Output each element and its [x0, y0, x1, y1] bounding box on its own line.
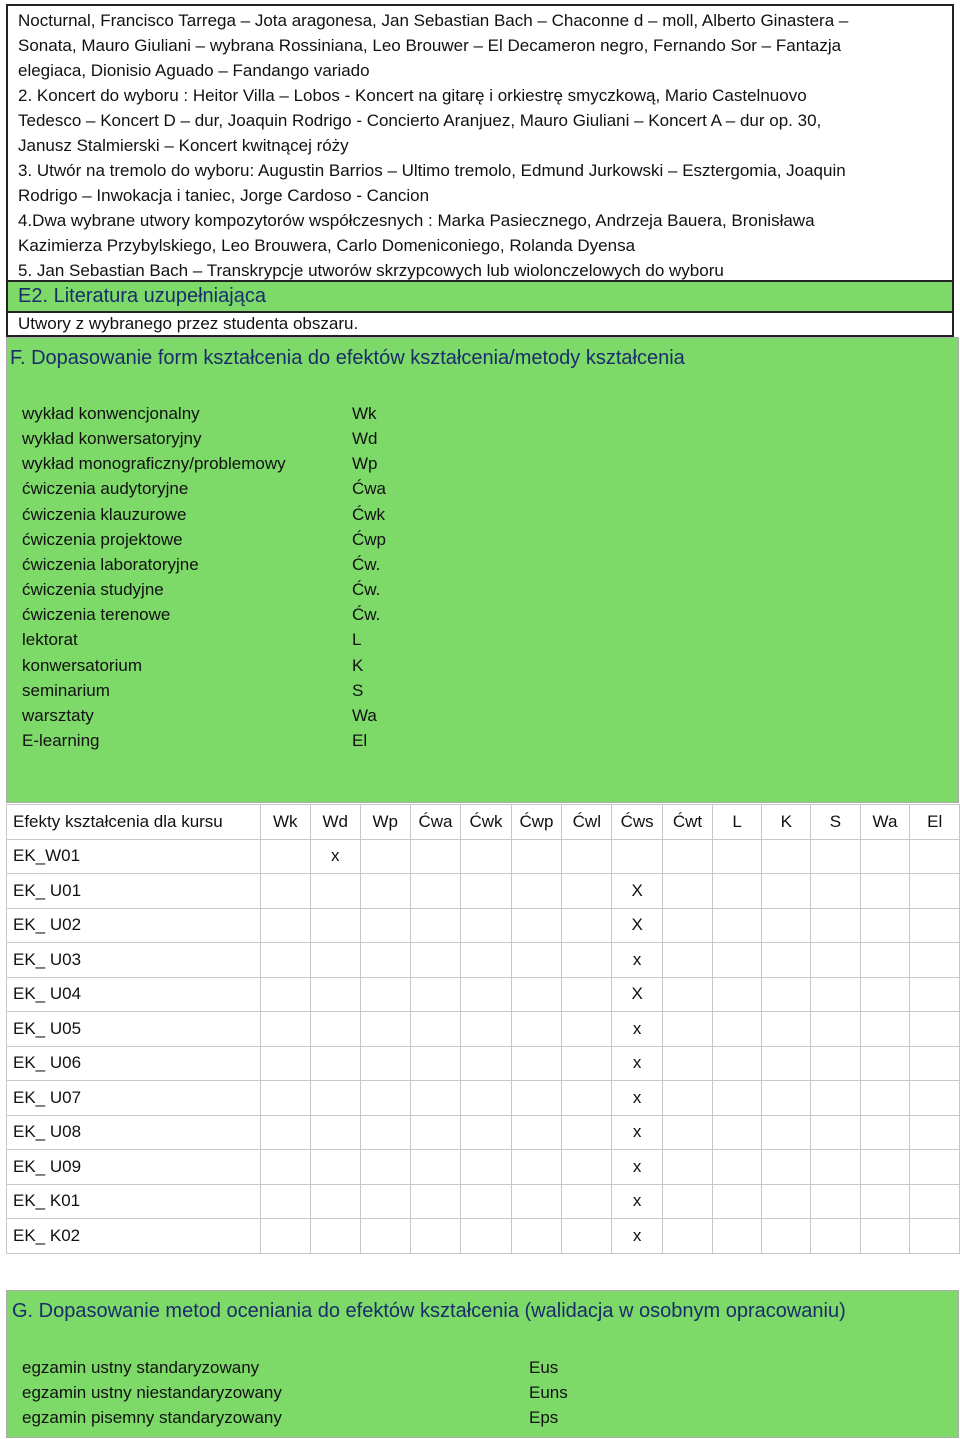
table-row	[7, 1150, 960, 1185]
table-row	[7, 908, 960, 943]
method-row	[22, 1355, 559, 1380]
repertoire-line: elegiaca, Dionisio Aguado – Fandango variado	[18, 61, 370, 80]
row-label: EK_ U03	[7, 943, 261, 978]
effects-matrix	[6, 804, 960, 1254]
section-f-heading: F. Dopasowanie form kształcenia do efektów kształcenia/metody kształcenia	[10, 347, 685, 369]
matrix-cell	[360, 977, 410, 1012]
matrix-cell	[410, 977, 461, 1012]
matrix-cell	[410, 1012, 461, 1047]
matrix-cell	[310, 1115, 360, 1150]
matrix-cell	[310, 1184, 360, 1219]
form-code: Ćwa	[352, 479, 387, 499]
matrix-cell: x	[612, 1012, 662, 1047]
matrix-cell	[811, 1081, 860, 1116]
matrix-cell	[762, 977, 811, 1012]
matrix-cell	[860, 977, 910, 1012]
form-label: seminarium	[22, 680, 110, 700]
form-code: Ćw.	[352, 580, 381, 600]
matrix-cell	[410, 1184, 461, 1219]
matrix-cell	[360, 1046, 410, 1081]
matrix-cell	[762, 874, 811, 909]
row-label: EK_ U06	[7, 1046, 261, 1081]
matrix-cell	[260, 839, 310, 874]
matrix-column-header: Ćwt	[662, 805, 712, 840]
repertoire-line: 2. Koncert do wyboru : Heitor Villa – Lobos - Koncert na gitarę i orkiestrę smyczkową, Mario Castelnuovo	[18, 86, 807, 105]
method-row	[22, 1380, 568, 1405]
matrix-cell	[910, 1081, 960, 1116]
repertoire-line: Janusz Stalmierski – Koncert kwitnącej róży	[18, 136, 349, 155]
matrix-cell: x	[612, 1081, 662, 1116]
matrix-cell	[910, 1184, 960, 1219]
matrix-column-header: Ćwa	[410, 805, 461, 840]
matrix-cell	[360, 1184, 410, 1219]
matrix-cell	[762, 943, 811, 978]
repertoire-line: 3. Utwór na tremolo do wyboru: Augustin Barrios – Ultimo tremolo, Edmund Jurkowski – Esztergomia, Joaquin	[18, 161, 846, 180]
matrix-cell	[511, 1012, 562, 1047]
matrix-cell	[310, 977, 360, 1012]
matrix-cell	[410, 839, 461, 874]
matrix-cell	[562, 1046, 612, 1081]
matrix-cell: x	[612, 1115, 662, 1150]
form-label: ćwiczenia laboratoryjne	[22, 554, 199, 574]
table-row	[7, 1184, 960, 1219]
method-label: egzamin ustny niestandaryzowany	[22, 1383, 282, 1402]
matrix-cell	[860, 1150, 910, 1185]
matrix-cell	[511, 874, 562, 909]
repertoire-line: 4.Dwa wybrane utwory kompozytorów współczesnych : Marka Pasiecznego, Andrzeja Bauera, Bronisława	[18, 211, 815, 230]
matrix-cell	[461, 1150, 511, 1185]
matrix-cell: x	[612, 1219, 662, 1254]
row-label: EK_ K01	[7, 1184, 261, 1219]
matrix-cell	[811, 1115, 860, 1150]
matrix-cell	[461, 943, 511, 978]
matrix-cell: x	[612, 1046, 662, 1081]
matrix-cell	[511, 1184, 562, 1219]
matrix-cell	[910, 1012, 960, 1047]
matrix-cell	[360, 943, 410, 978]
form-code: K	[352, 655, 364, 675]
row-label: EK_ U01	[7, 874, 261, 909]
form-code: Wa	[352, 705, 377, 725]
matrix-cell	[360, 874, 410, 909]
row-label: EK_ U05	[7, 1012, 261, 1047]
matrix-cell	[713, 1046, 762, 1081]
method-row	[22, 1405, 559, 1430]
matrix-column-header: Ćwk	[461, 805, 511, 840]
matrix-cell	[860, 943, 910, 978]
matrix-cell	[662, 1184, 712, 1219]
form-label: wykład konwersatoryjny	[22, 429, 202, 449]
row-label: EK_ U09	[7, 1150, 261, 1185]
matrix-cell	[260, 908, 310, 943]
matrix-cell	[910, 1219, 960, 1254]
matrix-cell	[562, 1150, 612, 1185]
matrix-cell	[662, 1219, 712, 1254]
row-label: EK_ U08	[7, 1115, 261, 1150]
matrix-cell	[310, 874, 360, 909]
matrix-cell	[811, 1046, 860, 1081]
matrix-cell: X	[612, 977, 662, 1012]
matrix-cell	[410, 908, 461, 943]
repertoire-line: Tedesco – Koncert D – dur, Joaquin Rodrigo - Concierto Aranjuez, Mauro Giuliani – Koncert A – dur op. 30,	[18, 111, 822, 130]
matrix-cell	[910, 1115, 960, 1150]
matrix-cell	[811, 977, 860, 1012]
form-label: lektorat	[22, 630, 78, 650]
matrix-cell	[662, 908, 712, 943]
form-code: Ćwp	[352, 529, 387, 549]
matrix-cell	[562, 839, 612, 874]
matrix-cell	[910, 977, 960, 1012]
repertoire-line: Rodrigo – Inwokacja i taniec, Jorge Cardoso - Cancion	[18, 186, 430, 205]
matrix-cell	[762, 1184, 811, 1219]
matrix-cell	[811, 1184, 860, 1219]
table-row	[7, 1219, 960, 1254]
matrix-cell	[860, 1012, 910, 1047]
matrix-cell	[461, 1012, 511, 1047]
matrix-cell	[910, 908, 960, 943]
matrix-column-header: Wa	[860, 805, 910, 840]
form-code: S	[352, 680, 364, 700]
matrix-cell	[310, 1046, 360, 1081]
matrix-cell	[310, 943, 360, 978]
matrix-cell	[562, 908, 612, 943]
table-row	[7, 874, 960, 909]
matrix-cell	[260, 977, 310, 1012]
matrix-cell	[260, 943, 310, 978]
form-label: wykład monograficzny/problemowy	[22, 454, 286, 474]
matrix-column-header: Wk	[260, 805, 310, 840]
matrix-cell	[811, 839, 860, 874]
matrix-cell	[260, 1012, 310, 1047]
matrix-cell	[762, 839, 811, 874]
form-code: Ćw.	[352, 605, 381, 625]
repertoire-line: 5. Jan Sebastian Bach – Transkrypcje utworów skrzypcowych lub wiolonczelowych do wyboru	[18, 261, 724, 280]
matrix-cell	[910, 1150, 960, 1185]
matrix-cell	[260, 1115, 310, 1150]
matrix-column-header: Ćwl	[562, 805, 612, 840]
matrix-cell	[360, 1012, 410, 1047]
matrix-cell	[662, 977, 712, 1012]
matrix-cell	[360, 908, 410, 943]
matrix-cell: x	[310, 839, 360, 874]
matrix-cell: x	[612, 943, 662, 978]
matrix-cell	[461, 1081, 511, 1116]
matrix-cell	[410, 1081, 461, 1116]
method-code: Eus	[529, 1358, 559, 1377]
matrix-column-header: Wp	[360, 805, 410, 840]
row-label: EK_ U02	[7, 908, 261, 943]
matrix-cell	[562, 943, 612, 978]
matrix-cell	[310, 1012, 360, 1047]
form-label: ćwiczenia projektowe	[22, 529, 183, 549]
matrix-cell	[461, 1046, 511, 1081]
matrix-cell	[461, 1184, 511, 1219]
matrix-cell	[662, 1115, 712, 1150]
matrix-column-header: K	[762, 805, 811, 840]
row-label: EK_ U04	[7, 977, 261, 1012]
matrix-column-header: S	[811, 805, 860, 840]
matrix-cell	[860, 839, 910, 874]
form-label: ćwiczenia studyjne	[22, 580, 164, 600]
matrix-cell	[910, 1046, 960, 1081]
form-label: ćwiczenia terenowe	[22, 605, 171, 625]
form-code: El	[352, 730, 368, 750]
form-code: Wd	[352, 429, 378, 449]
matrix-cell	[260, 1081, 310, 1116]
method-code: Eps	[529, 1408, 559, 1427]
matrix-cell	[410, 943, 461, 978]
matrix-cell	[410, 1150, 461, 1185]
matrix-cell	[562, 1081, 612, 1116]
matrix-cell	[811, 943, 860, 978]
matrix-cell	[860, 908, 910, 943]
matrix-cell	[260, 1150, 310, 1185]
matrix-cell	[511, 977, 562, 1012]
form-code: Wp	[352, 454, 378, 474]
matrix-cell	[511, 1150, 562, 1185]
matrix-cell	[662, 1150, 712, 1185]
matrix-cell	[860, 1219, 910, 1254]
matrix-cell	[713, 943, 762, 978]
matrix-column-header: Wd	[310, 805, 360, 840]
matrix-cell	[260, 874, 310, 909]
matrix-cell	[461, 908, 511, 943]
matrix-cell	[260, 1219, 310, 1254]
matrix-cell	[860, 1081, 910, 1116]
matrix-cell	[860, 1115, 910, 1150]
matrix-column-header: El	[910, 805, 960, 840]
row-label: EK_ U07	[7, 1081, 261, 1116]
matrix-cell	[811, 908, 860, 943]
matrix-cell	[762, 1012, 811, 1047]
matrix-cell	[310, 1081, 360, 1116]
form-label: ćwiczenia audytoryjne	[22, 479, 189, 499]
matrix-cell	[511, 1219, 562, 1254]
matrix-cell	[461, 1115, 511, 1150]
matrix-cell	[860, 1184, 910, 1219]
matrix-cell	[562, 874, 612, 909]
repertoire-line: Sonata, Mauro Giuliani – wybrana Rossiniana, Leo Brouwer – El Decameron negro, Fernando Sor – Fantazja	[18, 36, 842, 55]
table-row	[7, 1046, 960, 1081]
matrix-cell	[310, 1219, 360, 1254]
matrix-cell	[461, 874, 511, 909]
matrix-cell	[762, 1081, 811, 1116]
matrix-cell	[310, 1150, 360, 1185]
matrix-cell	[360, 1081, 410, 1116]
matrix-cell	[910, 839, 960, 874]
table-row	[7, 1115, 960, 1150]
matrix-cell: X	[612, 874, 662, 909]
matrix-cell	[713, 1219, 762, 1254]
matrix-cell	[310, 908, 360, 943]
form-label: konwersatorium	[22, 655, 142, 675]
matrix-cell	[562, 1012, 612, 1047]
matrix-cell	[713, 908, 762, 943]
matrix-cell	[511, 1046, 562, 1081]
form-code: Ćwk	[352, 504, 386, 524]
matrix-cell	[811, 874, 860, 909]
matrix-cell	[562, 1115, 612, 1150]
section-e2-heading: E2. Literatura uzupełniająca	[6, 282, 954, 311]
table-row	[7, 943, 960, 978]
matrix-cell	[910, 943, 960, 978]
matrix-cell	[662, 943, 712, 978]
matrix-header-row	[7, 805, 960, 840]
row-label: EK_W01	[7, 839, 261, 874]
form-code: Wk	[352, 404, 377, 423]
form-code: Ćw.	[352, 554, 381, 574]
matrix-cell	[662, 839, 712, 874]
matrix-header-label: Efekty kształcenia dla kursu	[7, 805, 261, 840]
matrix-cell	[811, 1219, 860, 1254]
matrix-cell	[410, 1115, 461, 1150]
matrix-cell	[662, 1046, 712, 1081]
table-row	[7, 977, 960, 1012]
matrix-cell	[562, 1184, 612, 1219]
matrix-cell	[360, 839, 410, 874]
matrix-cell	[461, 977, 511, 1012]
matrix-cell	[713, 977, 762, 1012]
section-e2-body: Utwory z wybranego przez studenta obszaru.	[6, 311, 954, 337]
matrix-cell	[410, 1219, 461, 1254]
matrix-cell	[410, 1046, 461, 1081]
matrix-cell	[811, 1012, 860, 1047]
matrix-cell	[662, 874, 712, 909]
repertoire-line: Nocturnal, Francisco Tarrega – Jota aragonesa, Jan Sebastian Bach – Chaconne d – moll, Alberto Ginastera –	[18, 11, 849, 30]
row-label: EK_ K02	[7, 1219, 261, 1254]
matrix-cell	[461, 1219, 511, 1254]
matrix-cell	[360, 1150, 410, 1185]
table-row	[7, 1012, 960, 1047]
matrix-column-header: Ćws	[612, 805, 662, 840]
matrix-column-header: L	[713, 805, 762, 840]
table-row	[7, 1081, 960, 1116]
matrix-cell	[511, 1115, 562, 1150]
matrix-cell	[562, 977, 612, 1012]
matrix-cell	[511, 839, 562, 874]
form-label: E-learning	[22, 730, 100, 750]
matrix-cell	[713, 874, 762, 909]
matrix-column-header: Ćwp	[511, 805, 562, 840]
matrix-cell	[260, 1184, 310, 1219]
matrix-cell	[360, 1115, 410, 1150]
matrix-cell	[511, 908, 562, 943]
matrix-cell	[713, 1184, 762, 1219]
matrix-cell	[811, 1150, 860, 1185]
matrix-cell	[860, 874, 910, 909]
matrix-cell: x	[612, 1150, 662, 1185]
matrix-cell: x	[612, 1184, 662, 1219]
matrix-cell	[562, 1219, 612, 1254]
matrix-cell	[461, 839, 511, 874]
form-label: warsztaty	[22, 705, 94, 725]
method-label: egzamin ustny standaryzowany	[22, 1358, 260, 1377]
form-code: L	[352, 630, 362, 650]
form-label: ćwiczenia klauzurowe	[22, 504, 187, 524]
repertoire-list	[6, 4, 954, 282]
matrix-cell	[762, 1115, 811, 1150]
matrix-cell	[762, 1150, 811, 1185]
matrix-cell	[762, 1219, 811, 1254]
matrix-cell	[762, 1046, 811, 1081]
matrix-cell	[762, 908, 811, 943]
matrix-cell	[511, 1081, 562, 1116]
table-row	[7, 839, 960, 874]
matrix-cell	[910, 874, 960, 909]
form-label: wykład konwencjonalny	[22, 404, 200, 423]
matrix-cell: X	[612, 908, 662, 943]
matrix-cell	[713, 1115, 762, 1150]
matrix-cell	[662, 1012, 712, 1047]
method-label: egzamin pisemny standaryzowany	[22, 1408, 282, 1427]
matrix-cell	[713, 839, 762, 874]
matrix-cell	[713, 1150, 762, 1185]
matrix-cell	[360, 1219, 410, 1254]
matrix-cell	[410, 874, 461, 909]
matrix-cell	[511, 943, 562, 978]
matrix-cell	[260, 1046, 310, 1081]
matrix-cell	[612, 839, 662, 874]
section-g-heading: G. Dopasowanie metod oceniania do efektów kształcenia (walidacja w osobnym opracowaniu)	[12, 1300, 846, 1322]
matrix-cell	[860, 1046, 910, 1081]
repertoire-line: Kazimierza Przybylskiego, Leo Brouwera, Carlo Domeniconiego, Rolanda Dyensa	[18, 236, 636, 255]
matrix-cell	[713, 1081, 762, 1116]
method-code: Euns	[529, 1383, 568, 1402]
matrix-cell	[713, 1012, 762, 1047]
matrix-cell	[662, 1081, 712, 1116]
